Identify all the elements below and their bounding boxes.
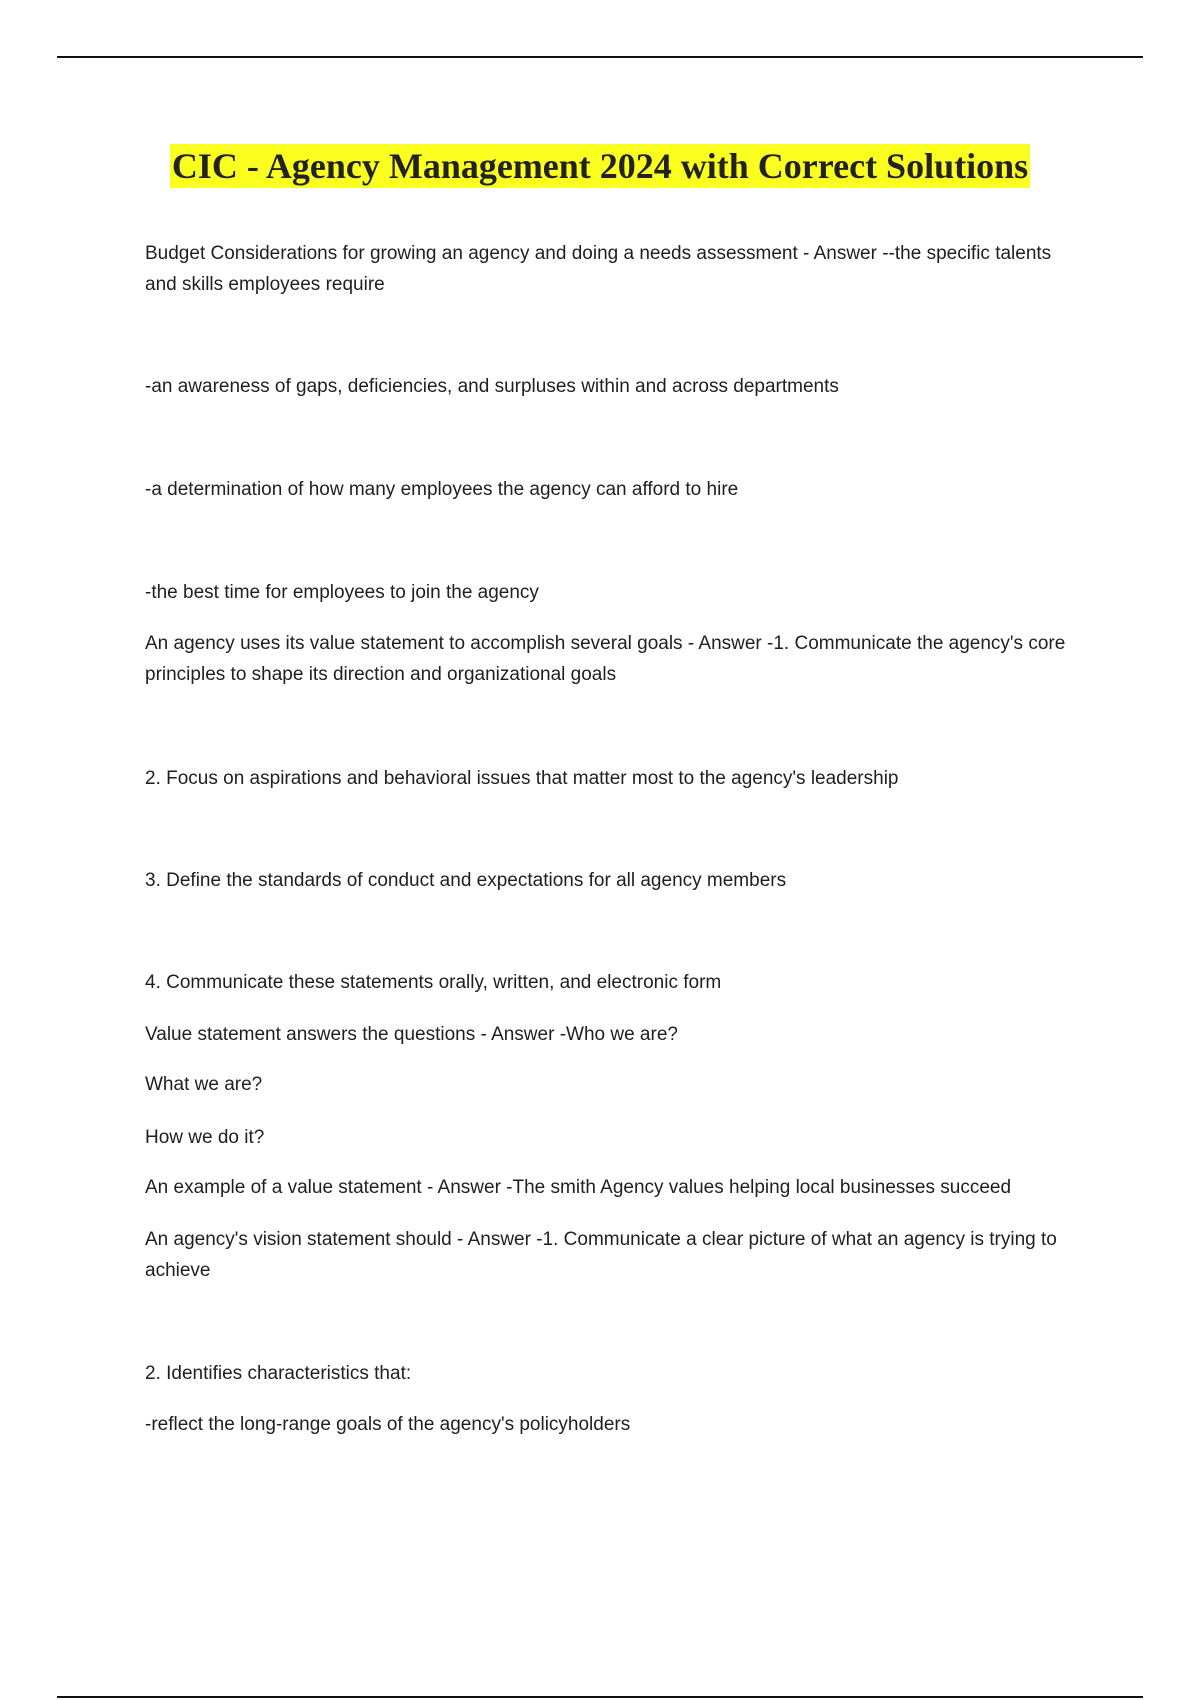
top-rule — [57, 56, 1143, 58]
paragraph-awareness-gaps: -an awareness of gaps, deficiencies, and surpluses within and across departments — [145, 376, 839, 397]
paragraph-identifies-characteristics: 2. Identifies characteristics that: — [145, 1363, 412, 1384]
paragraph-reflect-goals: -reflect the long-range goals of the agency's policyholders — [145, 1414, 631, 1435]
document-title: CIC - Agency Management 2024 with Correct Solutions — [171, 146, 1029, 186]
paragraph-what-we-are: What we are? — [145, 1074, 263, 1095]
paragraph-value-statement-questions: Value statement answers the questions - Answer -Who we are? — [145, 1024, 678, 1045]
paragraph-how-we-do-it: How we do it? — [145, 1127, 265, 1148]
paragraph-focus-aspirations: 2. Focus on aspirations and behavioral issues that matter most to the agency's leadership — [145, 768, 899, 789]
paragraph-value-statement-goals: An agency uses its value statement to accomplish several goals - Answer -1. Communicate the agency's core principles to shape its direction and organizational goals — [145, 633, 1066, 685]
paragraph-best-time: -the best time for employees to join the agency — [145, 582, 539, 603]
paragraph-determination-hire: -a determination of how many employees the agency can afford to hire — [145, 479, 739, 500]
paragraph-vision-statement: An agency's vision statement should - Answer -1. Communicate a clear picture of what an agency is trying to achieve — [145, 1229, 1057, 1281]
title-container — [0, 144, 1200, 188]
paragraph-value-statement-example: An example of a value statement - Answer -The smith Agency values helping local businesses succeed — [145, 1177, 1012, 1198]
paragraph-define-standards: 3. Define the standards of conduct and expectations for all agency members — [145, 870, 787, 891]
paragraph-communicate-statements: 4. Communicate these statements orally, written, and electronic form — [145, 972, 722, 993]
paragraph-budget-considerations: Budget Considerations for growing an agency and doing a needs assessment - Answer --the specific talents and skills employees require — [145, 243, 1052, 295]
bottom-rule — [57, 1696, 1143, 1698]
